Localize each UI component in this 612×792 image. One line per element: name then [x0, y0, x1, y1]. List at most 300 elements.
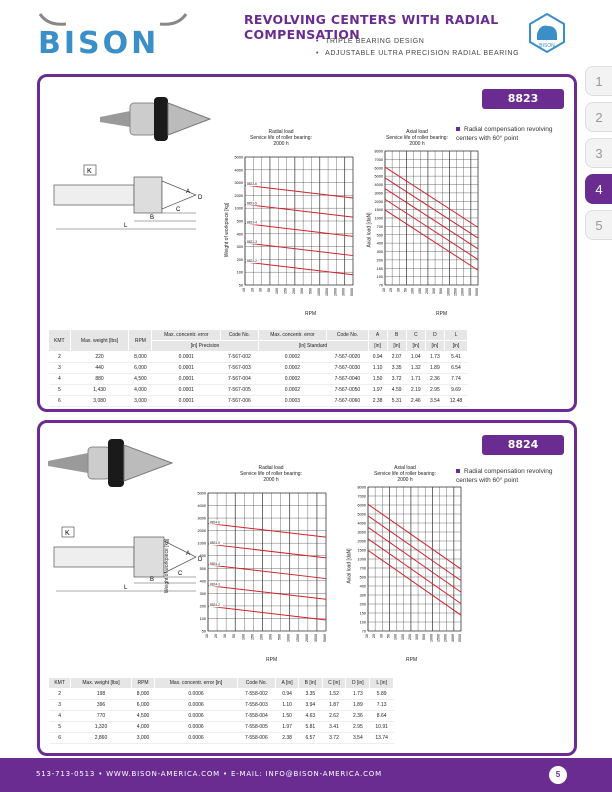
- y-tick-label: 400: [376, 241, 383, 246]
- col-subheader: [in]: [387, 341, 406, 352]
- col-header: L: [444, 330, 467, 341]
- col-header: B [in]: [299, 678, 322, 689]
- table-cell: 1.04: [406, 352, 425, 363]
- table-cell: 7-558-005: [237, 722, 275, 733]
- x-tick-label: 50: [403, 288, 408, 292]
- table-cell: 1.50: [368, 374, 387, 385]
- dim-c-label: C: [176, 207, 181, 213]
- x-tick-label: 500: [422, 634, 427, 640]
- col-header: B: [387, 330, 406, 341]
- y-tick-label: 400: [199, 579, 206, 584]
- table-cell: 7-558-004: [237, 711, 275, 722]
- x-tick-label: 1000: [316, 288, 321, 296]
- y-tick-label: 7000: [374, 157, 383, 162]
- section-tabs: [585, 66, 612, 246]
- table-body: [49, 689, 394, 744]
- y-tick-label: 3000: [374, 191, 383, 196]
- feature-text: Radial compensation revolving centers with 60° point: [456, 125, 566, 143]
- table-cell: 440: [70, 363, 129, 374]
- x-tick-label: 2000: [443, 634, 448, 642]
- table-row: [49, 374, 468, 385]
- col-subheader: [in]: [444, 341, 467, 352]
- x-tick-label: 5000: [458, 634, 462, 642]
- table-header-row: [49, 330, 468, 341]
- axial-y-label: Axial load [daN]: [346, 548, 353, 584]
- radial-y-label: Weight of workpiece [kg]: [224, 202, 231, 258]
- axial-y-label: Axial load [daN]: [366, 212, 373, 248]
- radial-chart-title: Radial load Service life of roller bearing: 2000 h: [250, 129, 312, 147]
- x-tick-label: 3000: [450, 634, 455, 642]
- x-tick-label: 50: [266, 288, 271, 292]
- table-cell: 0.0006: [155, 733, 237, 744]
- table-cell: 1.89: [425, 363, 444, 374]
- x-tick-label: 3000: [313, 634, 318, 642]
- table-cell: 9.69: [444, 385, 467, 396]
- y-tick-label: 300: [359, 593, 366, 598]
- x-tick-label: 50: [232, 634, 237, 638]
- y-tick-label: 600: [199, 554, 206, 559]
- table-cell: 0.0006: [155, 711, 237, 722]
- y-tick-label: 150: [359, 611, 366, 616]
- table-cell: 5.89: [370, 689, 394, 700]
- table-cell: 3.35: [299, 689, 322, 700]
- y-tick-label: 1000: [234, 206, 243, 211]
- x-tick-label: 1000: [446, 288, 451, 296]
- x-tick-label: 1500: [436, 634, 441, 642]
- x-tick-label: 200: [424, 288, 429, 294]
- x-tick-label: 3000: [341, 288, 346, 296]
- table-cell: 3.35: [387, 363, 406, 374]
- table-cell: 3: [49, 363, 71, 374]
- x-tick-label: 1000: [286, 634, 291, 642]
- x-tick-label: 10: [242, 288, 246, 292]
- curve-label: 8823-5: [247, 201, 257, 206]
- table-header-row: [49, 678, 394, 689]
- y-tick-label: 50: [238, 283, 243, 288]
- col-header: D [in]: [346, 678, 370, 689]
- x-tick-label: 50: [386, 634, 391, 638]
- table-cell: 6: [49, 396, 71, 407]
- table-cell: 1,320: [71, 722, 131, 733]
- y-tick-label: 5000: [234, 155, 243, 160]
- x-tick-label: 500: [308, 288, 313, 294]
- x-tick-label: 500: [439, 288, 444, 294]
- y-tick-label: 2000: [357, 539, 366, 544]
- axial-load-chart: [365, 149, 480, 305]
- table-cell: 4,000: [131, 722, 155, 733]
- table-cell: 0.0006: [155, 700, 237, 711]
- table-cell: 6.57: [299, 733, 322, 744]
- curve-label: 8824-6: [210, 520, 220, 525]
- x-tick-label: 30: [223, 634, 228, 638]
- y-tick-label: 4000: [197, 504, 206, 509]
- tab-2[interactable]: 2: [585, 102, 612, 132]
- table-cell: 8.64: [370, 711, 394, 722]
- y-tick-label: 200: [199, 604, 206, 609]
- col-header: KMT: [49, 330, 71, 352]
- table-cell: 6,000: [129, 363, 152, 374]
- table-cell: 2.36: [346, 711, 370, 722]
- tab-3[interactable]: 3: [585, 138, 612, 168]
- y-tick-label: 100: [236, 270, 243, 275]
- col-subheader: [in] Precision: [152, 341, 258, 352]
- table-cell: 4: [49, 374, 71, 385]
- footer-contact: 513-713-0513 • WWW.BISON-AMERICA.COM • E-MAIL: INFO@BISON-AMERICA.COM: [36, 770, 382, 778]
- col-header: Max. weight [lbs]: [71, 678, 131, 689]
- y-tick-label: 3000: [357, 530, 366, 535]
- table-cell: 770: [71, 711, 131, 722]
- table-cell: 4,500: [131, 711, 155, 722]
- bullet-item: • TRIPLE BEARING DESIGN: [316, 36, 519, 48]
- axial-chart-title: Axial load Service life of roller bearing: 2000 h: [374, 465, 436, 483]
- table-cell: 7-558-002: [237, 689, 275, 700]
- page-title: REVOLVING CENTERS WITH RADIAL COMPENSATION: [244, 12, 499, 42]
- x-tick-label: 5000: [475, 288, 479, 296]
- table-cell: 7-567-0020: [327, 352, 368, 363]
- x-tick-label: 200: [407, 634, 412, 640]
- col-header: Max. concentr. error: [258, 330, 327, 341]
- y-tick-label: 6000: [374, 166, 383, 171]
- table-body: [49, 352, 468, 407]
- x-tick-label: 20: [389, 288, 394, 292]
- table-cell: 0.0002: [258, 363, 327, 374]
- dim-k-label: K: [65, 530, 70, 537]
- y-tick-label: 2000: [197, 529, 206, 534]
- x-tick-label: 300: [300, 288, 305, 294]
- table-cell: 13.74: [370, 733, 394, 744]
- table-cell: 7-567-004: [221, 374, 258, 385]
- y-tick-label: 100: [359, 620, 366, 625]
- dim-l-label: L: [124, 585, 128, 591]
- y-tick-label: 1500: [374, 208, 383, 213]
- table-cell: 4.59: [387, 385, 406, 396]
- x-tick-label: 20: [214, 634, 219, 638]
- radial-chart-title: Radial load Service life of roller bearing: 2000 h: [240, 465, 302, 483]
- radial-y-label: Weight of workpiece [kg]: [164, 538, 171, 594]
- plot-area: [208, 493, 326, 631]
- radial-load-chart: [225, 155, 355, 305]
- model-tag: 8824: [482, 435, 564, 455]
- x-tick-label: 2000: [304, 634, 309, 642]
- col-header: A [in]: [276, 678, 299, 689]
- table-row: [49, 722, 394, 733]
- bison-logo: [38, 12, 188, 61]
- table-cell: 1.32: [406, 363, 425, 374]
- table-cell: 6: [49, 733, 71, 744]
- table-cell: 5.41: [444, 352, 467, 363]
- y-tick-label: 400: [359, 584, 366, 589]
- curve-label: 8824-3: [210, 582, 220, 587]
- y-tick-label: 7000: [357, 494, 366, 499]
- table-cell: 880: [70, 374, 129, 385]
- table-cell: 0.0001: [152, 352, 221, 363]
- footer-bar: [0, 758, 612, 792]
- y-tick-label: 4000: [357, 521, 366, 526]
- table-cell: 5: [49, 722, 71, 733]
- y-tick-label: 1000: [197, 541, 206, 546]
- model-tag: 8823: [482, 89, 564, 109]
- table-cell: 0.94: [368, 352, 387, 363]
- dimension-drawing: [46, 163, 216, 235]
- table-cell: 7-567-0030: [327, 363, 368, 374]
- col-header: Max. concentr. error: [152, 330, 221, 341]
- x-tick-label: 1500: [295, 634, 300, 642]
- axial-x-label: RPM: [436, 311, 448, 317]
- table-cell: 8,000: [131, 689, 155, 700]
- table-cell: 8,000: [129, 352, 152, 363]
- table-cell: 1.50: [276, 711, 299, 722]
- table-cell: 0.0002: [258, 385, 327, 396]
- table-row: [49, 700, 394, 711]
- dim-l-label: L: [124, 223, 128, 229]
- table-cell: 3.41: [322, 722, 346, 733]
- table-cell: 0.0001: [152, 363, 221, 374]
- table-cell: 7-567-0060: [327, 396, 368, 407]
- y-tick-label: 500: [199, 566, 206, 571]
- x-tick-label: 100: [393, 634, 398, 640]
- y-tick-label: 6000: [357, 503, 366, 508]
- y-tick-label: 70: [378, 283, 383, 288]
- spec-table-8824: [48, 677, 394, 744]
- product-panel-8824: [37, 420, 577, 756]
- table-cell: 2.46: [406, 396, 425, 407]
- y-tick-label: 500: [236, 219, 243, 224]
- x-tick-label: 150: [283, 288, 288, 294]
- x-tick-label: 200: [291, 288, 296, 294]
- y-tick-label: 100: [376, 275, 383, 280]
- x-tick-label: 500: [277, 634, 282, 640]
- table-cell: 2.38: [368, 396, 387, 407]
- table-cell: 7-567-0050: [327, 385, 368, 396]
- y-tick-label: 3000: [234, 181, 243, 186]
- dim-d-label: D: [198, 557, 203, 563]
- tab-4[interactable]: 4: [585, 174, 612, 204]
- tab-1[interactable]: 1: [585, 66, 612, 96]
- y-tick-label: 700: [359, 566, 366, 571]
- y-tick-label: 8000: [357, 485, 366, 490]
- table-cell: 7-567-006: [221, 396, 258, 407]
- table-cell: 6,000: [131, 700, 155, 711]
- table-cell: 0.0006: [155, 689, 237, 700]
- dim-c-label: C: [178, 571, 183, 577]
- revolving-center-photo: [100, 89, 220, 149]
- table-cell: 5.81: [299, 722, 322, 733]
- y-tick-label: 300: [376, 250, 383, 254]
- table-cell: 0.0001: [152, 374, 221, 385]
- dim-b-label: B: [150, 215, 155, 221]
- table-cell: 7-567-003: [221, 363, 258, 374]
- col-subheader: [in] Standard: [258, 341, 368, 352]
- y-tick-label: 5000: [374, 174, 383, 179]
- table-cell: 0.0001: [152, 385, 221, 396]
- product-panel-8823: [37, 74, 577, 412]
- table-cell: 12.48: [444, 396, 467, 407]
- table-cell: 3,000: [129, 396, 152, 407]
- dim-d-label: D: [198, 195, 203, 201]
- x-tick-label: 2000: [460, 288, 465, 296]
- y-tick-label: 1000: [357, 557, 366, 562]
- table-row: [49, 733, 394, 744]
- x-tick-label: 20: [372, 634, 377, 638]
- table-cell: 7.13: [370, 700, 394, 711]
- table-cell: 2,860: [71, 733, 131, 744]
- table-row: [49, 689, 394, 700]
- table-cell: 3,000: [131, 733, 155, 744]
- y-tick-label: 200: [236, 257, 243, 262]
- x-tick-label: 200: [259, 634, 264, 640]
- x-tick-label: 10: [382, 288, 386, 292]
- table-cell: 4,000: [129, 385, 152, 396]
- table-cell: 10.91: [370, 722, 394, 733]
- table-cell: 2.19: [406, 385, 425, 396]
- page-number: 5: [549, 766, 567, 784]
- curve-label: 8824-2: [210, 603, 220, 608]
- x-tick-label: 30: [258, 288, 263, 292]
- x-tick-label: 1000: [429, 634, 434, 642]
- table-cell: 3.72: [322, 733, 346, 744]
- x-tick-label: 1500: [453, 288, 458, 296]
- col-header: RPM: [129, 330, 152, 352]
- x-tick-label: 150: [417, 288, 422, 294]
- y-tick-label: 4000: [234, 168, 243, 173]
- table-cell: 7-558-006: [237, 733, 275, 744]
- x-tick-label: 30: [379, 634, 384, 638]
- table-cell: 7-558-003: [237, 700, 275, 711]
- x-tick-label: 30: [396, 288, 401, 292]
- header-bullets: [316, 36, 519, 60]
- x-tick-label: 2000: [333, 288, 338, 296]
- table-cell: 2.62: [322, 711, 346, 722]
- table-cell: 3: [49, 700, 71, 711]
- col-subheader: [in]: [406, 341, 425, 352]
- col-header: Code No.: [327, 330, 368, 341]
- y-tick-label: 300: [236, 245, 243, 250]
- x-tick-label: 300: [268, 634, 273, 640]
- feature-text: Radial compensation revolving centers with 60° point: [456, 467, 566, 485]
- y-tick-label: 2000: [374, 199, 383, 204]
- revolving-center-photo: [48, 433, 178, 493]
- x-tick-label: 150: [400, 634, 405, 640]
- col-subheader: [in]: [368, 341, 387, 352]
- curve-label: 8823-4: [247, 220, 257, 225]
- table-cell: 5: [49, 385, 71, 396]
- y-tick-label: 70: [361, 629, 366, 634]
- dim-a-label: A: [186, 189, 191, 195]
- table-cell: 7-567-0040: [327, 374, 368, 385]
- y-tick-label: 400: [236, 232, 243, 237]
- table-cell: 2.95: [425, 385, 444, 396]
- axial-chart-title: Axial load Service life of roller bearing: 2000 h: [386, 129, 448, 147]
- table-cell: 0.0002: [258, 374, 327, 385]
- table-cell: 1.89: [346, 700, 370, 711]
- col-header: RPM: [131, 678, 155, 689]
- col-header: Max. weight [lbs]: [70, 330, 129, 352]
- table-cell: 0.0001: [152, 396, 221, 407]
- table-cell: 2: [49, 352, 71, 363]
- x-tick-label: 5000: [350, 288, 354, 296]
- table-cell: 7.74: [444, 374, 467, 385]
- y-tick-label: 300: [199, 591, 206, 596]
- x-tick-label: 100: [241, 634, 246, 640]
- table-cell: 2.07: [387, 352, 406, 363]
- curve-label: 8823-2: [247, 258, 257, 263]
- y-tick-label: 4000: [374, 183, 383, 187]
- bison-badge-icon: [526, 12, 568, 54]
- y-tick-label: 50: [201, 629, 206, 634]
- table-cell: 2.38: [276, 733, 299, 744]
- y-tick-label: 1500: [357, 548, 366, 553]
- table-cell: 2.36: [425, 374, 444, 385]
- table-cell: 0.0003: [258, 396, 327, 407]
- table-cell: 0.0002: [258, 352, 327, 363]
- radial-load-chart: [188, 491, 328, 651]
- radial-x-label: RPM: [266, 657, 278, 663]
- table-cell: 3.72: [387, 374, 406, 385]
- col-header: KMT: [49, 678, 71, 689]
- x-tick-label: 20: [250, 288, 255, 292]
- table-row: [49, 363, 468, 374]
- radial-x-label: RPM: [305, 311, 317, 317]
- table-cell: 3.94: [299, 700, 322, 711]
- table-cell: 1.71: [406, 374, 425, 385]
- logo-text: BISON: [38, 26, 160, 61]
- x-tick-label: 300: [432, 288, 437, 294]
- spec-table-8823: [48, 329, 468, 407]
- y-tick-label: 200: [376, 258, 383, 263]
- table-row: [49, 352, 468, 363]
- table-cell: 7-567-005: [221, 385, 258, 396]
- y-tick-label: 3000: [197, 516, 206, 521]
- bullet-item: • ADJUSTABLE ULTRA PRECISION RADIAL BEARING: [316, 48, 519, 60]
- badge-text: BISON: [539, 43, 555, 49]
- y-tick-label: 150: [376, 266, 383, 271]
- x-tick-label: 100: [275, 288, 280, 294]
- table-cell: 2: [49, 689, 71, 700]
- x-tick-label: 10: [205, 634, 209, 638]
- dim-k-label: K: [87, 168, 92, 175]
- y-tick-label: 8000: [374, 149, 383, 154]
- table-cell: 1.97: [368, 385, 387, 396]
- table-cell: 1.87: [322, 700, 346, 711]
- col-header: A: [368, 330, 387, 341]
- table-cell: 4,500: [129, 374, 152, 385]
- x-tick-label: 300: [415, 634, 420, 640]
- table-row: [49, 396, 468, 407]
- tab-5[interactable]: 5: [585, 210, 612, 240]
- table-cell: 396: [71, 700, 131, 711]
- curve-label: 8824-4: [210, 561, 220, 566]
- dim-b-label: B: [150, 577, 155, 583]
- axial-x-label: RPM: [406, 657, 418, 663]
- table-cell: 3,080: [70, 396, 129, 407]
- x-tick-label: 150: [250, 634, 255, 640]
- y-tick-label: 2000: [234, 193, 243, 198]
- y-tick-label: 1000: [374, 216, 383, 221]
- x-tick-label: 3000: [467, 288, 472, 296]
- table-row: [49, 711, 394, 722]
- table-cell: 198: [71, 689, 131, 700]
- table-cell: 1.97: [276, 722, 299, 733]
- table-row: [49, 385, 468, 396]
- table-cell: 4.63: [299, 711, 322, 722]
- table-cell: 2.95: [346, 722, 370, 733]
- table-cell: 6.54: [444, 363, 467, 374]
- table-cell: 5.31: [387, 396, 406, 407]
- curve-label: 8823-3: [247, 239, 257, 244]
- x-tick-label: 10: [365, 634, 369, 638]
- y-tick-label: 200: [359, 602, 366, 607]
- y-tick-label: 5000: [357, 512, 366, 517]
